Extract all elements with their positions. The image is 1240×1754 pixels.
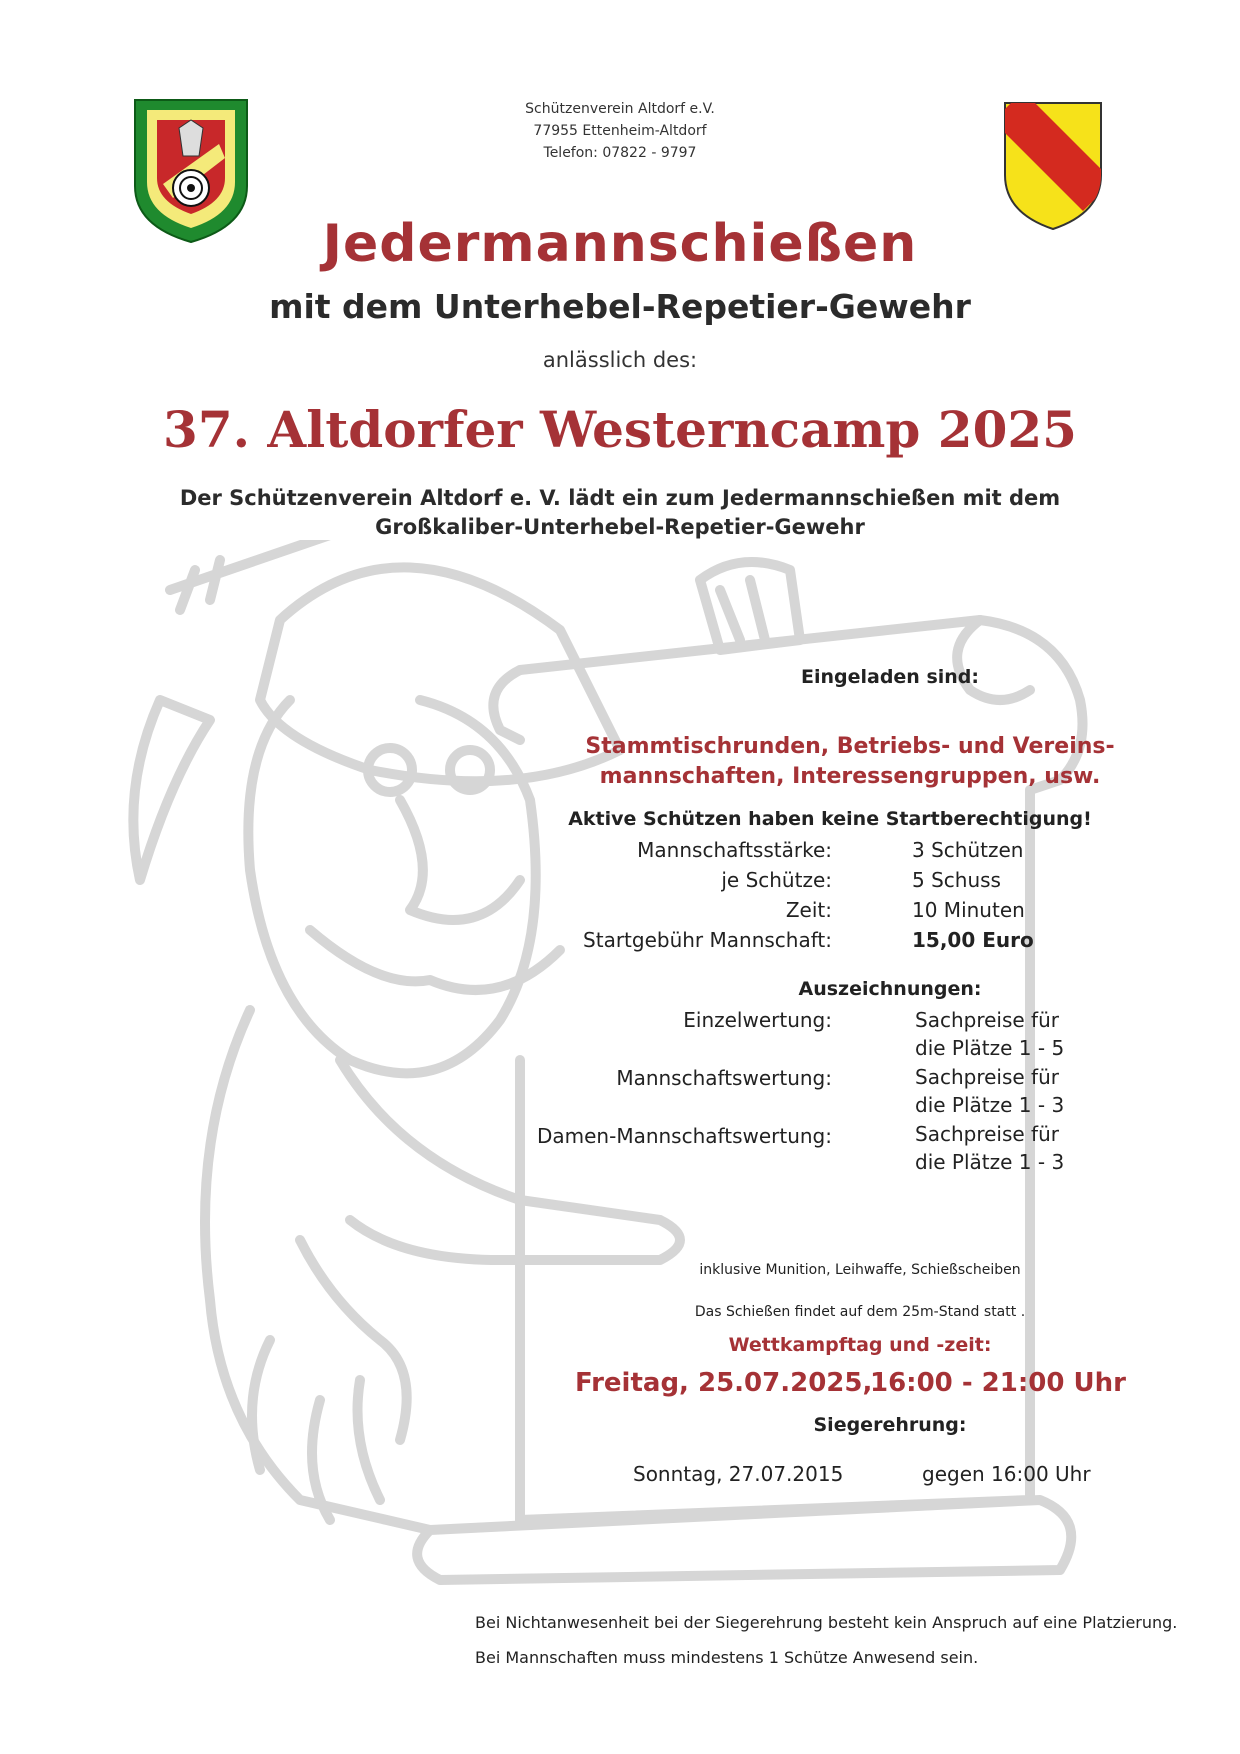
award-value-line: die Plätze 1 - 5 [915, 1036, 1065, 1060]
invited-groups [550, 732, 1150, 792]
shooting-range-note: Das Schießen findet auf dem 25m-Stand statt . [694, 1304, 1026, 1320]
footer-note-attendance: Bei Nichtanwesenheit bei der Siegerehrung besteht kein Anspruch auf eine Platzierung. [475, 1613, 1178, 1632]
event-title: 37. Altdorfer Westerncamp 2025 [163, 400, 1077, 459]
detail-row-time [0, 898, 1240, 928]
award-value-line: Sachpreise für [915, 1008, 1059, 1032]
detail-value: 10 Minuten [912, 898, 1025, 922]
detail-label: je Schütze: [721, 868, 832, 892]
ceremony-heading: Siegerehrung: [813, 1414, 967, 1436]
detail-label: Zeit: [785, 898, 832, 922]
intro-text [120, 484, 1120, 542]
page-subtitle: mit dem Unterhebel-Repetier-Gewehr [269, 287, 971, 326]
award-label-ladies-team: Damen-Mannschaftswertung: [536, 1124, 832, 1148]
detail-value: 15,00 Euro [912, 928, 1034, 952]
award-value-line: Sachpreise für [915, 1122, 1059, 1146]
awards-heading: Auszeichnungen: [798, 978, 982, 1000]
award-value-line: die Plätze 1 - 3 [915, 1093, 1065, 1117]
club-phone: Telefon: 07822 - 9797 [543, 145, 697, 161]
intro-line-1: Der Schützenverein Altdorf e. V. lädt ein zum Jedermannschießen mit dem [179, 486, 1061, 510]
invited-groups-line-1: Stammtischrunden, Betriebs- und Vereins- [585, 734, 1115, 759]
award-label-team: Mannschaftswertung: [616, 1066, 832, 1090]
club-address [470, 98, 770, 164]
restriction-note: Aktive Schützen haben keine Startberechtigung! [568, 808, 1092, 830]
detail-value: 5 Schuss [912, 868, 1001, 892]
award-value-ladies-team [915, 1120, 1115, 1176]
detail-row-fee [0, 928, 1240, 958]
award-label-individual: Einzelwertung: [683, 1008, 832, 1032]
page-title: Jedermannschießen [322, 214, 918, 274]
detail-row-shots [0, 868, 1240, 898]
detail-label: Startgebühr Mannschaft: [583, 928, 832, 952]
competition-time: 16:00 - 21:00 Uhr [870, 1368, 1126, 1398]
detail-row-team-size [0, 838, 1240, 868]
award-value-line: die Plätze 1 - 3 [915, 1150, 1065, 1174]
occasion-text: anlässlich des: [542, 348, 698, 372]
baden-shield-icon [1003, 101, 1103, 231]
competition-date: Freitag, 25.07.2025, [575, 1368, 873, 1398]
detail-label: Mannschaftsstärke: [637, 838, 832, 862]
invited-heading: Eingeladen sind: [800, 666, 979, 688]
ceremony-date: Sonntag, 27.07.2015 [633, 1462, 844, 1486]
intro-line-2: Großkaliber-Unterhebel-Repetier-Gewehr [375, 515, 865, 539]
club-postal-address: 77955 Ettenheim-Altdorf [533, 123, 707, 139]
award-value-individual [915, 1006, 1115, 1062]
award-value-team [915, 1063, 1115, 1119]
footer-note-team-presence: Bei Mannschaften muss mindestens 1 Schütze Anwesend sein. [475, 1648, 979, 1667]
award-value-line: Sachpreise für [915, 1065, 1059, 1089]
ceremony-time: gegen 16:00 Uhr [922, 1462, 1091, 1486]
invited-groups-line-2: mannschaften, Interessengruppen, usw. [599, 764, 1101, 789]
competition-heading: Wettkampftag und -zeit: [728, 1334, 992, 1356]
club-name: Schützenverein Altdorf e.V. [525, 101, 715, 117]
inclusive-note: inklusive Munition, Leihwaffe, Schießscheiben [699, 1262, 1021, 1278]
detail-value: 3 Schützen [912, 838, 1024, 862]
